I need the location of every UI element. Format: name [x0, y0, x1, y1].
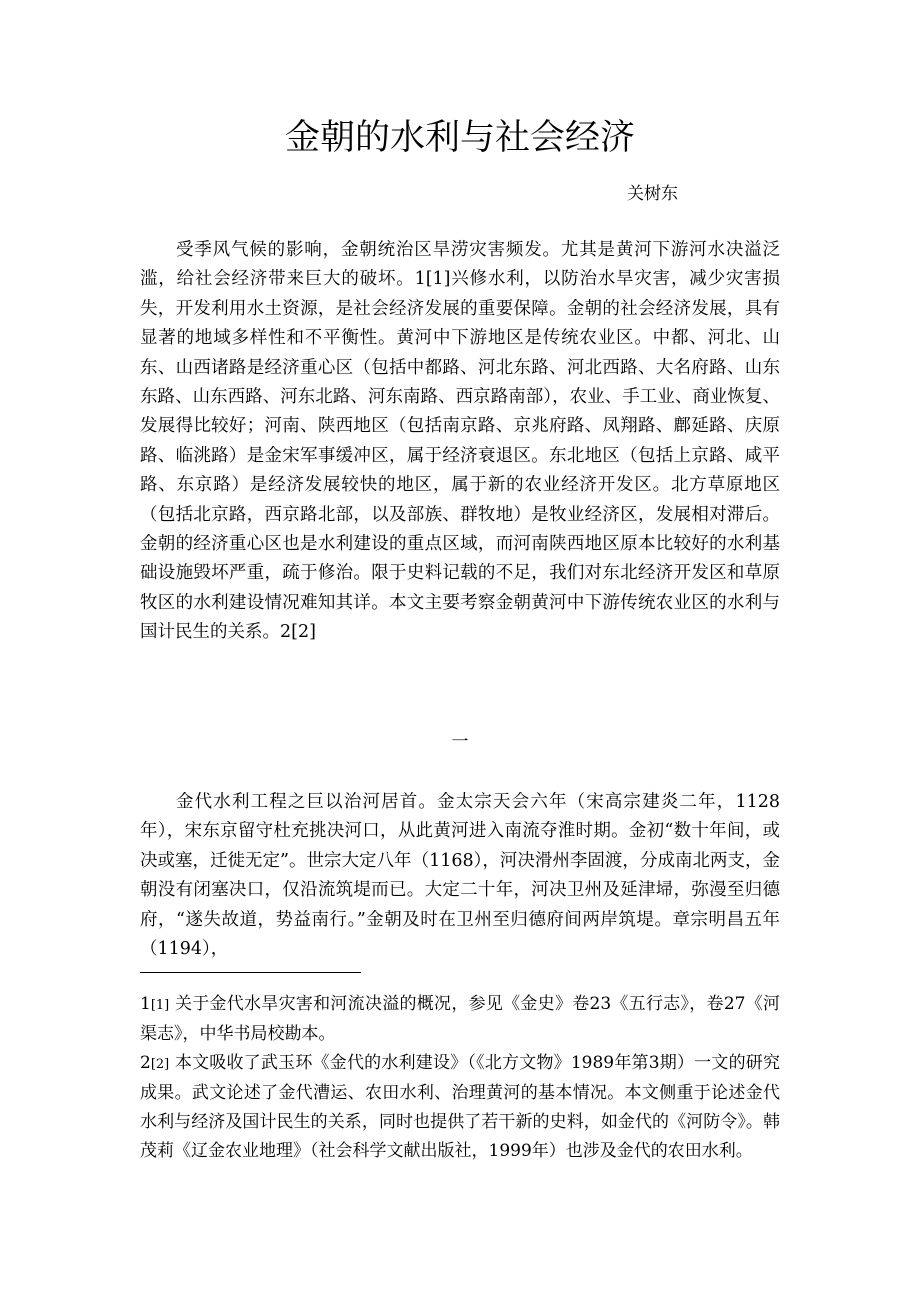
- author-name: 关树东: [627, 184, 678, 204]
- page-title: 金朝的水利与社会经济: [284, 118, 635, 158]
- footnote-2: [140, 1049, 780, 1166]
- footnote-divider: [140, 972, 361, 973]
- body-paragraph-1: 受季风气候的影响，金朝统治区旱涝灾害频发。尤其是黄河下游河水决溢泛滥，给社会经济带来巨大的破坏。1[1]兴修水利，以防治水旱灾害，减少灾害损失，开发利用水土资源，是社会经济发展的重要保障。金朝的社会经济发展，具有显著的地域多样性和不平衡性。黄河中下游地区是传统农业区。中都、河北、山东、山西诸路是经济重心区（包括中都路、河北东路、河北西路、大名府路、山东东路、山东西路、河东北路、河东南路、西京路南部），农业、手工业、商业恢复、发展得比较好；河南、陕西地区（包括南京路、京兆府路、凤翔路、鄜延路、庆原路、临洮路）是金宋军事缓冲区，属于经济衰退区。东北地区（包括上京路、咸平路、东京路）是经济发展较快的地区，属于新的农业经济开发区。北方草原地区（包括北京路，西京路北部，以及部族、群牧地）是牧业经济区，发展相对滞后。金朝的经济重心区也是水利建设的重点区域，而河南陕西地区原本比较好的水利基础设施毁坏严重，疏于修治。限于史料记载的不足，我们对东北经济开发区和草原牧区的水利建设情况难知其详。本文主要考察金朝黄河中下游传统农业区的水利与国计民生的关系。2[2]: [140, 240, 780, 643]
- body-paragraph-2: 金代水利工程之巨以治河居首。金太宗天会六年（宋高宗建炎二年，1128年），宋东京留守杜充挑决河口，从此黄河进入南流夺淮时期。金初“数十年间，或决或塞，迁徙无定”。世宗大定八年（1168），河决滑州李固渡，分成南北两支，金朝没有闭塞决口，仅沿流筑堤而已。大定二十年，河决卫州及延津埽，弥漫至归德府，“遂失故道，势益南行。”金朝及时在卫州至归德府间两岸筑堤。章宗明昌五年（1194），: [140, 792, 780, 960]
- footnote-2-ref: [2]: [150, 1057, 170, 1072]
- footnote-1-mark: 1: [140, 994, 151, 1014]
- footnote-1-text: 关于金代水旱灾害和河流决溢的概况，参见《金史》卷23《五行志》，卷27《河渠志》，中华书局校勘本。: [140, 994, 781, 1044]
- footnote-2-mark: 2: [140, 1053, 151, 1073]
- section-heading: 一: [451, 732, 469, 752]
- footnote-1: [140, 990, 780, 1049]
- footnote-2-text: 本文吸收了武玉环《金代的水利建设》（《北方文物》1989年第3期）一文的研究成果。武文论述了金代漕运、农田水利、治理黄河的基本情况。本文侧重于论述金代水利与经济及国计民生的关系，同时也提供了若干新的史料，如金代的《河防令》。韩茂莉《辽金农业地理》（社会科学文献出版社，1999年）也涉及金代的农田水利。: [140, 1053, 781, 1161]
- footnote-1-ref: [1]: [150, 998, 170, 1013]
